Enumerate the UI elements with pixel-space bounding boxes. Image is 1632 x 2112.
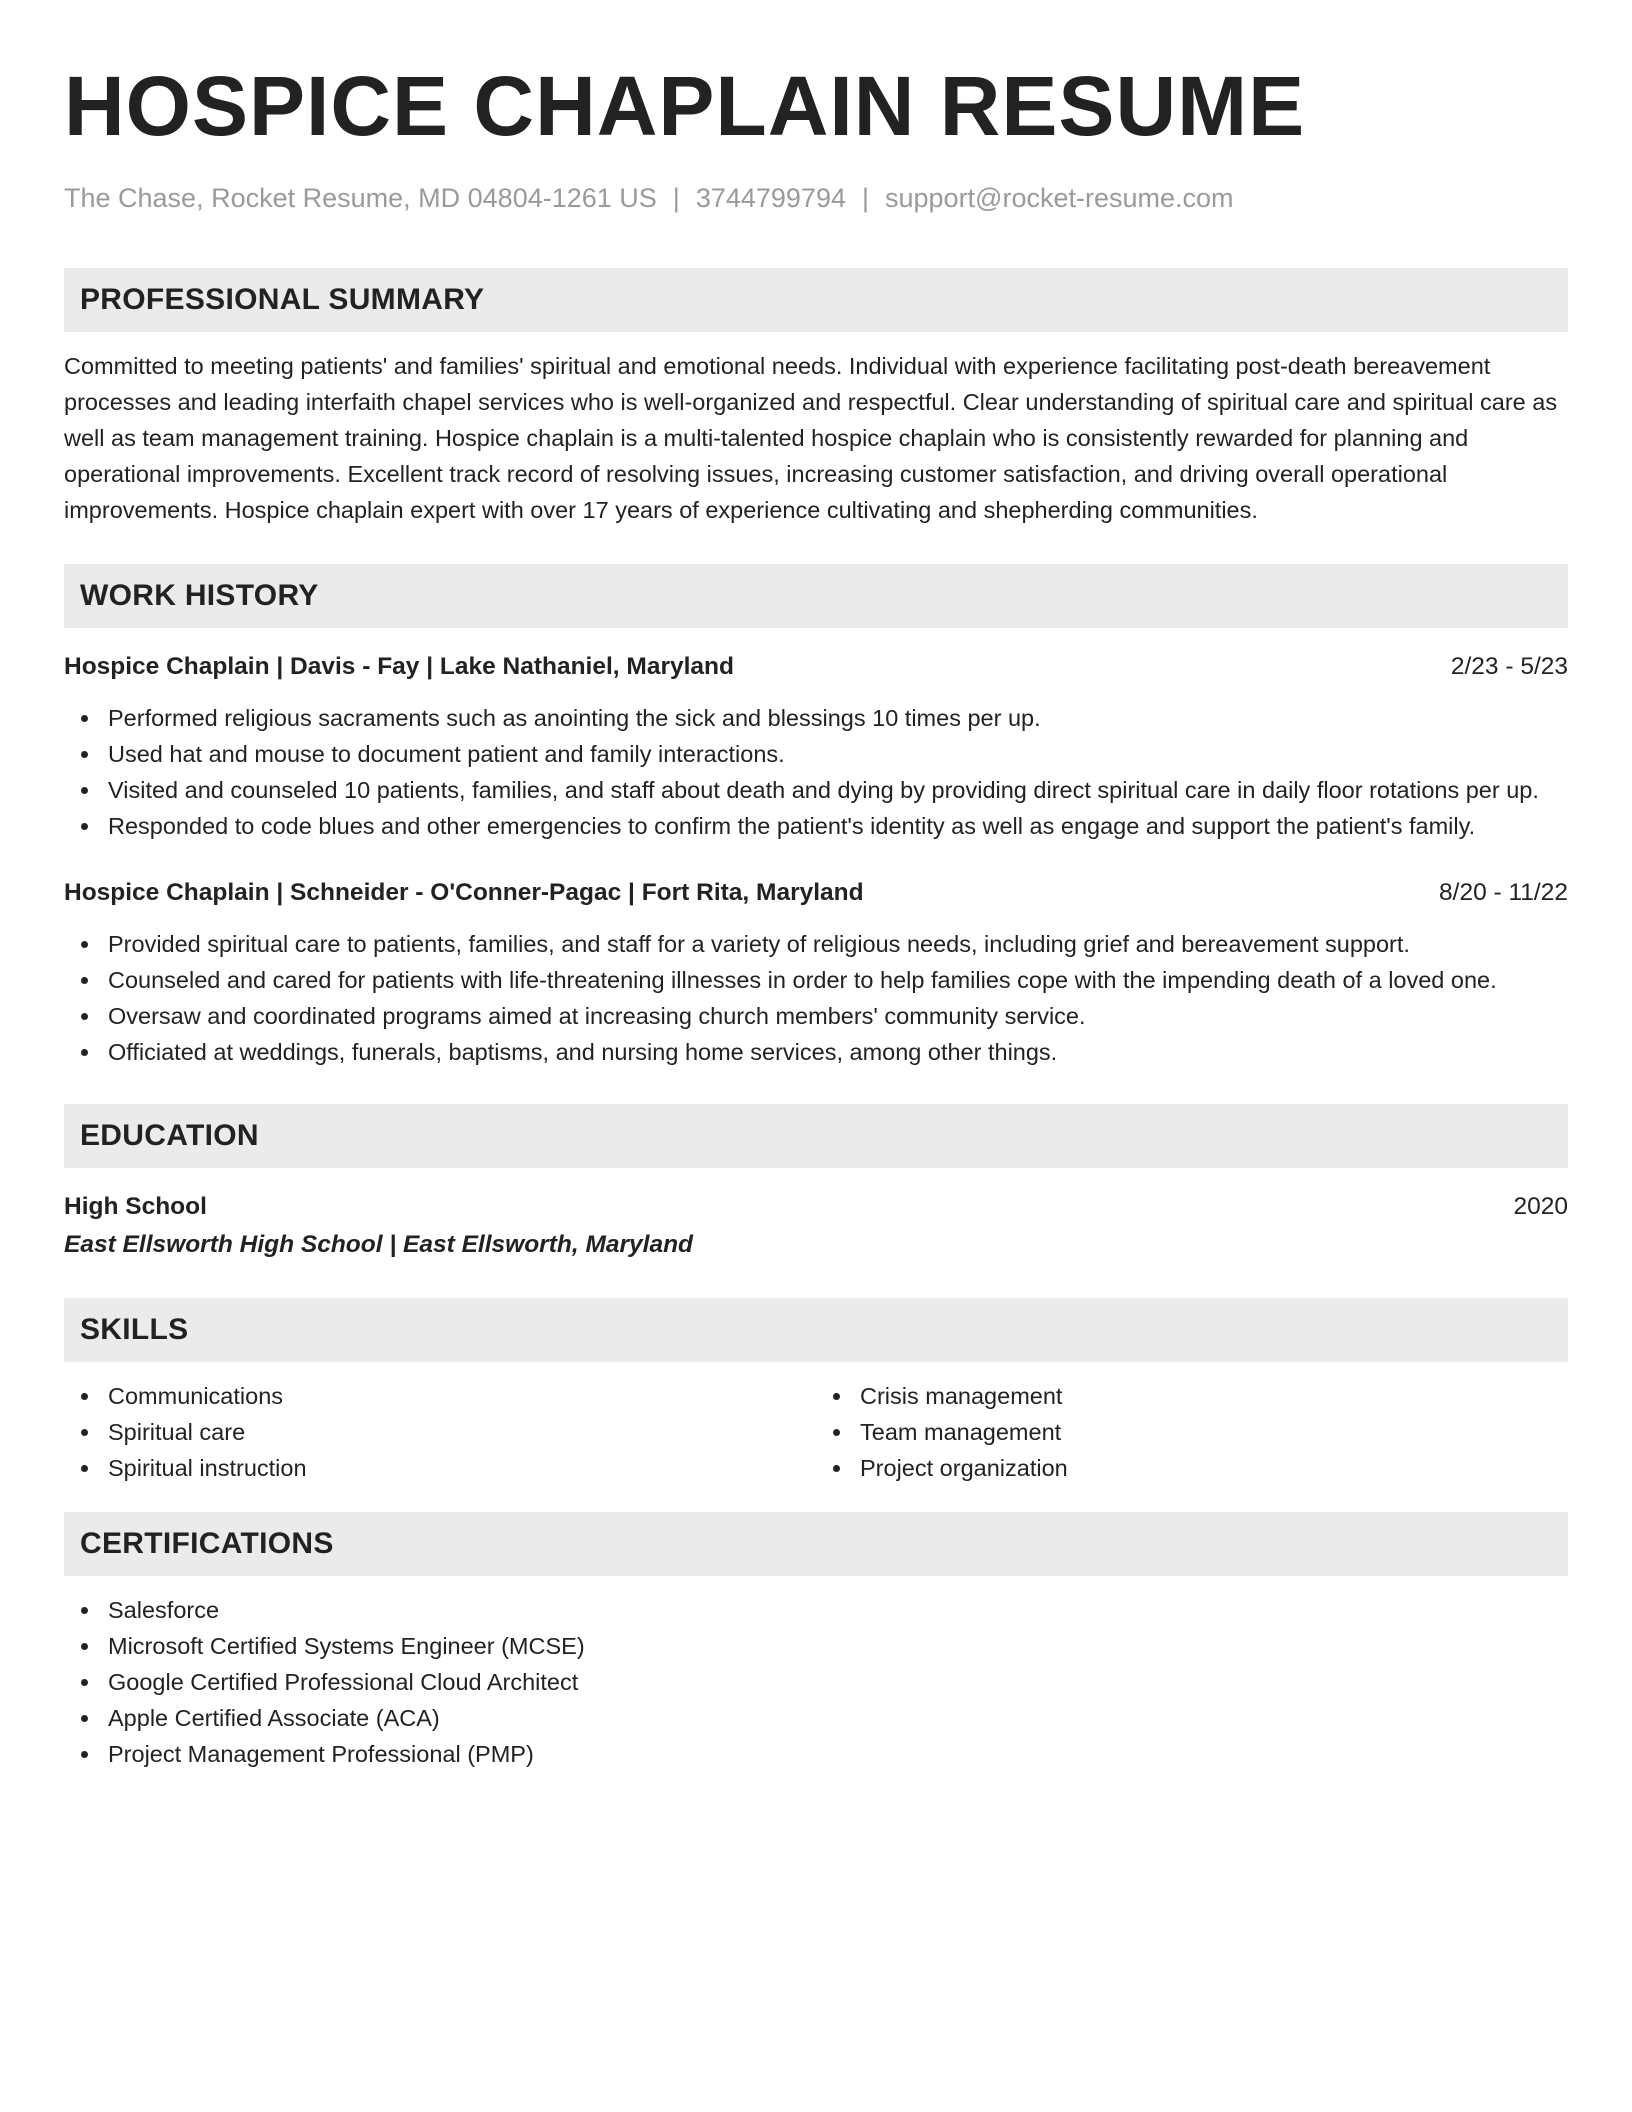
job-bullet: Provided spiritual care to patients, families, and staff for a variety of religious needs, including grief and bereavement support. <box>64 926 1568 962</box>
skill-item: Spiritual instruction <box>64 1450 816 1486</box>
skill-item: Crisis management <box>816 1378 1568 1414</box>
job-bullets <box>64 926 1568 1070</box>
skill-item: Spiritual care <box>64 1414 816 1450</box>
summary-heading: PROFESSIONAL SUMMARY <box>64 268 1568 332</box>
skills-grid <box>64 1378 1568 1486</box>
contact-email: support@rocket-resume.com <box>885 183 1234 213</box>
certification-item: Apple Certified Associate (ACA) <box>64 1700 1568 1736</box>
skills-column-left <box>64 1378 816 1486</box>
contact-line <box>64 180 1568 216</box>
skill-item: Team management <box>816 1414 1568 1450</box>
summary-text: Committed to meeting patients' and families' spiritual and emotional needs. Individual with experience facilitating post-death bereavement processes and leading interfaith chapel services who is well-organized and respectful. Clear understanding of spiritual care and spiritual care as well as team management training. Hospice chaplain is a multi-talented hospice chaplain who is consistently rewarded for planning and operational improvements. Excellent track record of resolving issues, increasing customer satisfaction, and driving overall operational improvements. Hospice chaplain expert with over 17 years of experience cultivating and shepherding communities. <box>64 353 1558 523</box>
job-header <box>64 876 1568 910</box>
job-bullet: Responded to code blues and other emergencies to confirm the patient's identity as well as engage and support the patient's family. <box>64 808 1568 844</box>
job-entry <box>64 650 1568 844</box>
certification-item: Project Management Professional (PMP) <box>64 1736 1568 1772</box>
job-bullet: Used hat and mouse to document patient and family interactions. <box>64 736 1568 772</box>
job-header <box>64 650 1568 684</box>
skill-item: Communications <box>64 1378 816 1414</box>
education-degree: High School <box>64 1193 207 1220</box>
job-dates: 8/20 - 11/22 <box>1439 879 1568 906</box>
job-bullet: Visited and counseled 10 patients, families, and staff about death and dying by providing direct spiritual care in daily floor rotations per up. <box>64 772 1568 808</box>
education-year: 2020 <box>1513 1193 1568 1220</box>
job-title: Hospice Chaplain | Schneider - O'Conner-Pagac | Fort Rita, Maryland <box>64 879 864 906</box>
certification-item: Google Certified Professional Cloud Architect <box>64 1664 1568 1700</box>
skills-column-right <box>816 1378 1568 1486</box>
skill-item: Project organization <box>816 1450 1568 1486</box>
job-bullet: Performed religious sacraments such as anointing the sick and blessings 10 times per up. <box>64 700 1568 736</box>
certification-item: Salesforce <box>64 1592 1568 1628</box>
certifications-heading: CERTIFICATIONS <box>64 1512 1568 1576</box>
job-bullets <box>64 700 1568 844</box>
certifications-list <box>64 1592 1568 1772</box>
education-school: East Ellsworth High School | East Ellsworth, Maryland <box>64 1231 693 1258</box>
certification-item: Microsoft Certified Systems Engineer (MCSE) <box>64 1628 1568 1664</box>
job-title: Hospice Chaplain | Davis - Fay | Lake Nathaniel, Maryland <box>64 653 734 680</box>
job-bullet: Oversaw and coordinated programs aimed at increasing church members' community service. <box>64 998 1568 1034</box>
education-entry <box>64 1188 1568 1264</box>
job-bullet: Counseled and cared for patients with life-threatening illnesses in order to help families cope with the impending death of a loved one. <box>64 962 1568 998</box>
job-dates: 2/23 - 5/23 <box>1450 653 1568 680</box>
contact-separator: | <box>861 183 869 213</box>
job-entry <box>64 876 1568 1070</box>
skills-heading: SKILLS <box>64 1298 1568 1362</box>
contact-phone: 3744799794 <box>695 183 846 213</box>
work-history-heading: WORK HISTORY <box>64 564 1568 628</box>
contact-separator: | <box>672 183 680 213</box>
job-bullet: Officiated at weddings, funerals, baptisms, and nursing home services, among other things. <box>64 1034 1568 1070</box>
education-header <box>64 1188 1568 1226</box>
resume-title: HOSPICE CHAPLAIN RESUME <box>64 59 1306 153</box>
education-heading: EDUCATION <box>64 1104 1568 1168</box>
contact-address: The Chase, Rocket Resume, MD 04804-1261 US <box>64 183 657 213</box>
